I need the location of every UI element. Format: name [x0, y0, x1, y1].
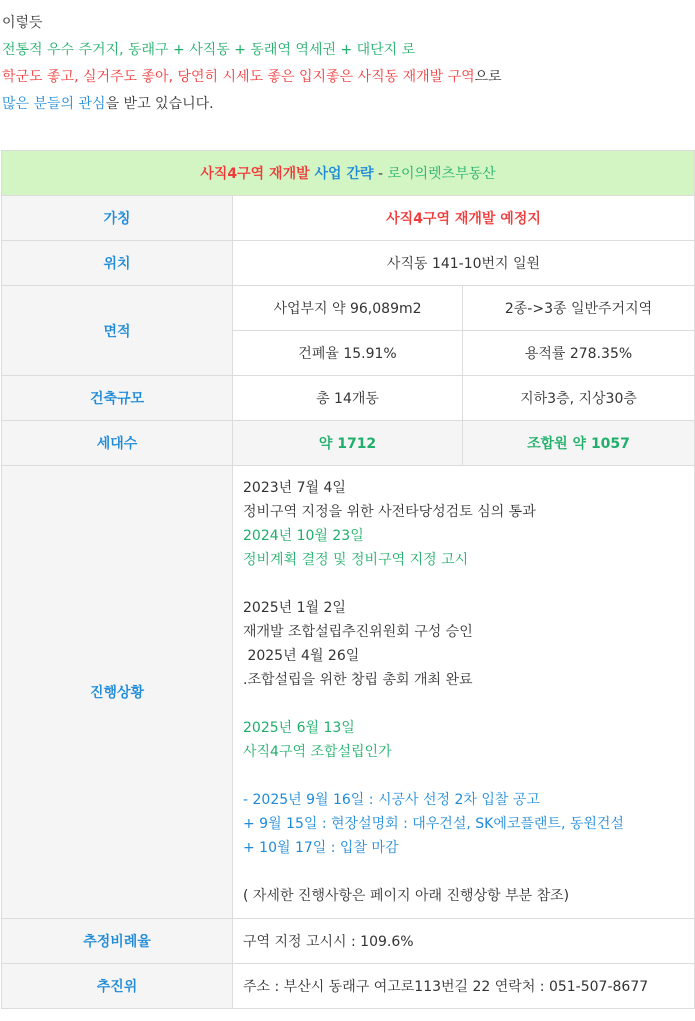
row-label-value: 가칭	[2, 196, 233, 241]
row-label-committee: 추진위	[2, 964, 233, 1009]
ratio-text: 구역 지정 고시시 : 109.6%	[233, 919, 695, 964]
progress-spacer	[243, 572, 694, 596]
progress-line: - 2025년 9월 16일 : 시공사 선정 2차 입찰 공고	[243, 792, 540, 808]
table-row-ratio	[2, 919, 695, 964]
progress-line: 재개발 조합설립추진위원회 구성 승인	[243, 624, 473, 640]
table-title	[2, 151, 695, 196]
progress-line: + 9월 15일 : 현장설명회 : 대우건설, SK에코플랜트, 동원건설	[243, 816, 624, 832]
table-title-summary: 사업 간략	[314, 166, 374, 182]
table-row-households	[2, 421, 695, 466]
table-title-project: 사직4구역 재개발	[200, 166, 310, 182]
intro-line-1: 이렇듯	[2, 15, 43, 31]
location-text: 사직동 141-10번지 일원	[233, 241, 695, 286]
progress-line: .조합설립을 위한 창립 총회 개최 완료	[243, 672, 473, 688]
row-label-progress: 진행상황	[2, 466, 233, 919]
scale-floors: 지하3층, 지상30층	[463, 376, 695, 421]
row-label-area: 면적	[2, 286, 233, 376]
scale-buildings: 총 14개동	[233, 376, 463, 421]
table-row-location	[2, 241, 695, 286]
row-label-ratio: 추정비례율	[2, 919, 233, 964]
intro-text	[2, 12, 692, 120]
progress-line: 2025년 6월 13일	[243, 720, 355, 736]
intro-line-4	[2, 93, 692, 120]
table-title-source: 로이의렛츠부동산	[387, 166, 496, 182]
progress-line: 정비구역 지정을 위한 사전타당성검토 심의 통과	[243, 504, 536, 520]
intro-line-2: 전통적 우수 주거지, 동래구 + 사직동 + 동래역 역세권 + 대단지 로	[2, 42, 416, 58]
progress-line: 2025년 4월 26일	[243, 648, 360, 664]
intro-line-4-tail: 을 받고 있습니다.	[105, 96, 214, 112]
row-label-households: 세대수	[2, 421, 233, 466]
project-summary-table	[1, 150, 695, 1009]
area-zoning: 2종->3종 일반주거지역	[463, 286, 695, 331]
progress-cell	[233, 466, 695, 919]
progress-line: 2025년 1월 2일	[243, 600, 346, 616]
table-row-area-1	[2, 286, 695, 331]
table-title-dash: -	[373, 166, 388, 182]
intro-line-3-highlight: 학군도 좋고, 실거주도 좋아, 당연히 시세도 좋은 입지좋은 사직동 재개발 구역	[2, 69, 475, 85]
committee-text: 주소 : 부산시 동래구 여고로113번길 22 연락처 : 051-507-8677	[233, 964, 695, 1009]
area-far: 용적률 278.35%	[463, 331, 695, 376]
progress-spacer	[243, 860, 694, 884]
intro-line-4-highlight: 많은 분들의 관심	[2, 96, 106, 112]
row-label-location: 위치	[2, 241, 233, 286]
progress-line: 2024년 10월 23일	[243, 528, 364, 544]
table-title-row	[2, 151, 695, 196]
table-row-scale	[2, 376, 695, 421]
area-site: 사업부지 약 96,089m2	[233, 286, 463, 331]
households-total: 약 1712	[233, 421, 463, 466]
progress-spacer	[243, 692, 694, 716]
progress-line: 2023년 7월 4일	[243, 480, 346, 496]
progress-line: 정비계획 결정 및 정비구역 지정 고시	[243, 552, 469, 568]
intro-line-3	[2, 66, 692, 93]
households-members: 조합원 약 1057	[463, 421, 695, 466]
progress-spacer	[243, 764, 694, 788]
row-label-scale: 건축규모	[2, 376, 233, 421]
value-text: 사직4구역 재개발 예정지	[233, 196, 695, 241]
intro-line-3-tail: 으로	[474, 69, 502, 85]
table-row-progress	[2, 466, 695, 919]
progress-line: 사직4구역 조합설립인가	[243, 744, 392, 760]
table-row-committee	[2, 964, 695, 1009]
progress-line: ( 자세한 진행사항은 페이지 아래 진행상항 부분 참조)	[243, 888, 570, 904]
area-coverage: 건폐율 15.91%	[233, 331, 463, 376]
table-row-value	[2, 196, 695, 241]
progress-line: + 10월 17일 : 입찰 마감	[243, 840, 399, 856]
